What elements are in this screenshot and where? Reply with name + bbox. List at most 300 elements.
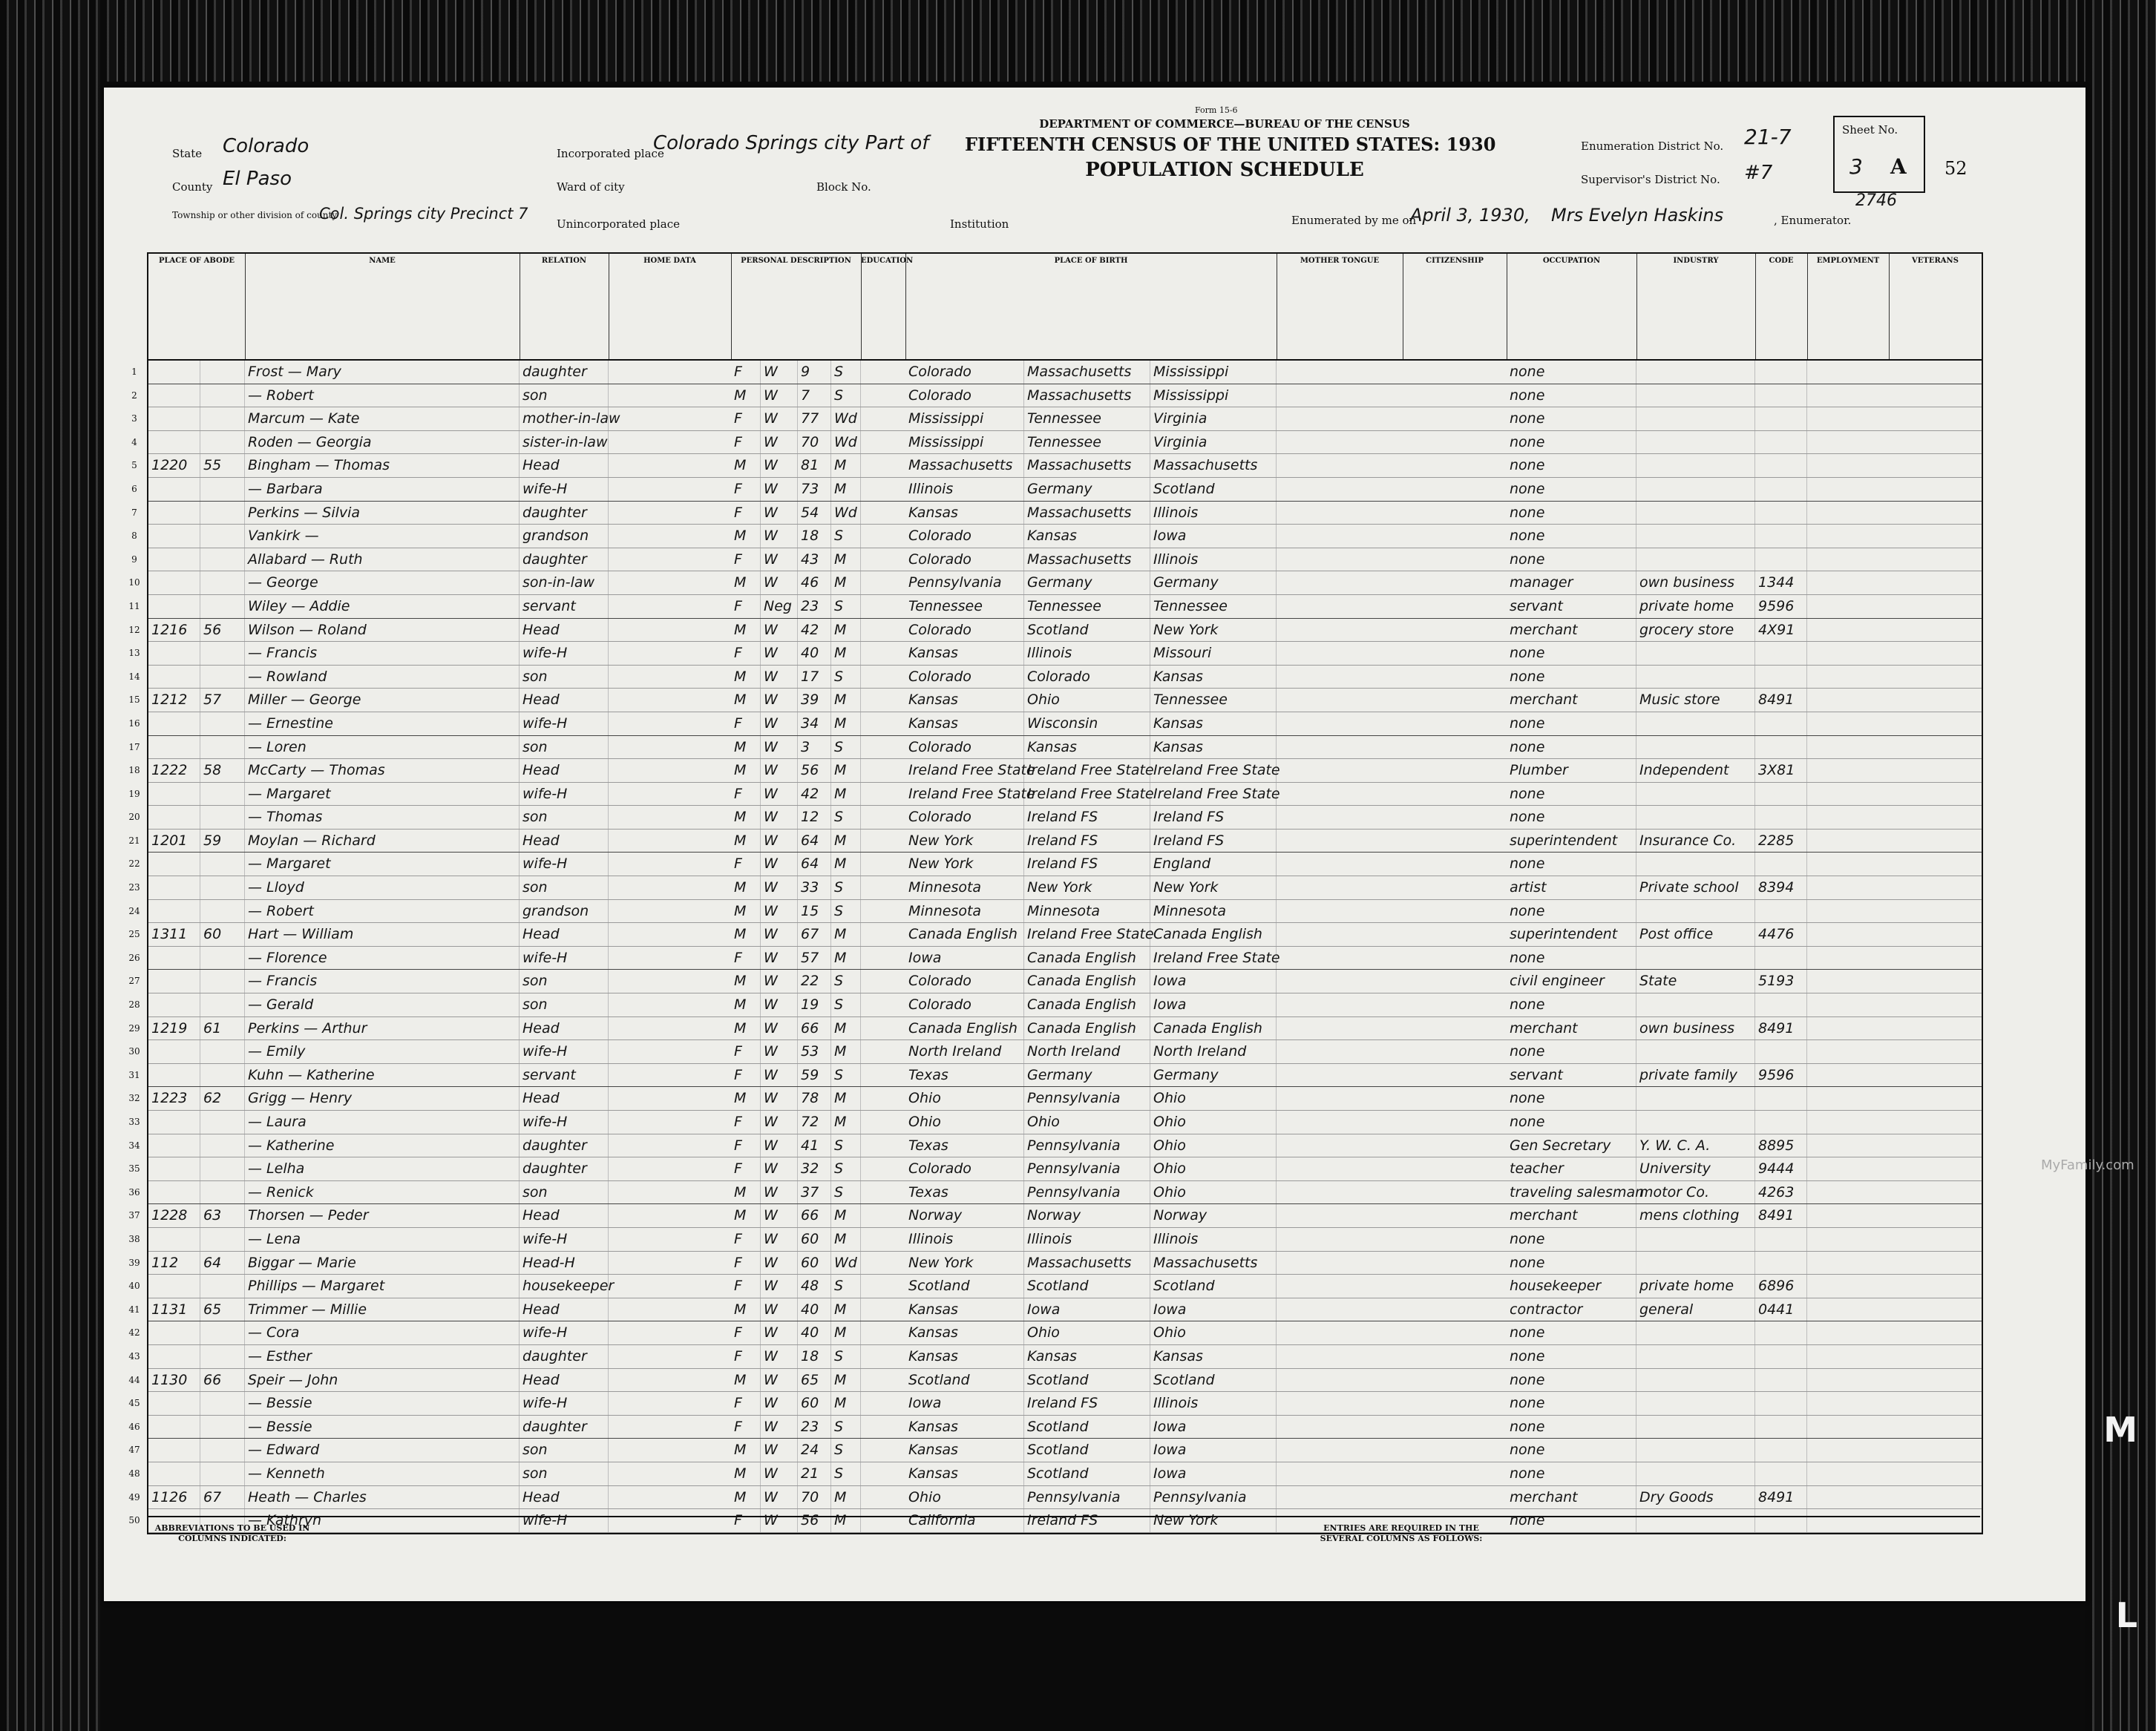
dwelling-number: 1131 (148, 1298, 200, 1321)
industry (1636, 1416, 1755, 1439)
relation: housekeeper (520, 1275, 609, 1298)
father-birthplace: Pennsylvania (1024, 1157, 1150, 1180)
line-number: 10 (128, 577, 140, 588)
dwelling-number: 1212 (148, 689, 200, 712)
table-row (128, 1017, 1982, 1041)
line-number: 28 (128, 999, 140, 1011)
family-number (200, 1040, 245, 1063)
relation: sister-in-law (520, 431, 609, 454)
family-number (200, 806, 245, 829)
line-number: 44 (128, 1374, 140, 1385)
father-birthplace: Ireland FS (1024, 1392, 1150, 1415)
mother-birthplace: Tennessee (1150, 689, 1277, 712)
occupation-code: 3X81 (1755, 759, 1807, 782)
sex: M (731, 876, 761, 899)
age: 57 (798, 947, 831, 970)
father-birthplace: Pennsylvania (1024, 1087, 1150, 1110)
dwelling-number: 1311 (148, 923, 200, 946)
table-row (128, 666, 1982, 689)
occupation: merchant (1507, 1017, 1636, 1040)
sex: M (731, 1369, 761, 1392)
occupation-code (1755, 1252, 1807, 1275)
occupation-code (1755, 1392, 1807, 1415)
table-row (128, 1275, 1982, 1298)
line-number: 49 (128, 1491, 140, 1502)
person-name: — Francis (245, 970, 520, 993)
family-number: 64 (200, 1252, 245, 1275)
age: 21 (798, 1462, 831, 1485)
occupation-code (1755, 993, 1807, 1016)
relation: Head (520, 619, 609, 642)
dwelling-number: 112 (148, 1252, 200, 1275)
birthplace: Kansas (905, 642, 1024, 665)
age: 7 (798, 384, 831, 407)
dwelling-number: 1130 (148, 1369, 200, 1392)
occupation-code: 6896 (1755, 1275, 1807, 1298)
birthplace: Ohio (905, 1486, 1024, 1509)
industry (1636, 783, 1755, 806)
occupation: superintendent (1507, 923, 1636, 946)
occupation: none (1507, 736, 1636, 759)
father-birthplace: Pennsylvania (1024, 1181, 1150, 1204)
birthplace: Mississippi (905, 431, 1024, 454)
sex: M (731, 993, 761, 1016)
age: 18 (798, 1345, 831, 1368)
father-birthplace: Ireland FS (1024, 806, 1150, 829)
sex: M (731, 759, 761, 782)
person-name: — Emily (245, 1040, 520, 1063)
sex: M (731, 806, 761, 829)
marital-status: M (831, 689, 861, 712)
birthplace: Ohio (905, 1087, 1024, 1110)
county-value: El Paso (223, 168, 292, 190)
line-number: 16 (128, 717, 140, 729)
occupation: none (1507, 900, 1636, 923)
header-code: CODE (1755, 254, 1808, 359)
race: W (761, 1369, 798, 1392)
dwelling-number (148, 1228, 200, 1251)
person-name: — Lena (245, 1228, 520, 1251)
dwelling-number (148, 876, 200, 899)
dwelling-number (148, 712, 200, 735)
age: 66 (798, 1204, 831, 1227)
birthplace: Colorado (905, 361, 1024, 384)
person-name: Wilson — Roland (245, 619, 520, 642)
marital-status: M (831, 548, 861, 571)
dwelling-number (148, 525, 200, 548)
mother-birthplace: Kansas (1150, 712, 1277, 735)
industry (1636, 1087, 1755, 1110)
sex: F (731, 712, 761, 735)
occupation-code: 8491 (1755, 689, 1807, 712)
line-number: 34 (128, 1140, 140, 1151)
marital-status: M (831, 947, 861, 970)
race: W (761, 1298, 798, 1321)
race: W (761, 1087, 798, 1110)
sex: F (731, 478, 761, 501)
header-place-of-birth: PLACE OF BIRTH (905, 254, 1277, 359)
dwelling-number: 1222 (148, 759, 200, 782)
industry: own business (1636, 1017, 1755, 1040)
occupation: merchant (1507, 1486, 1636, 1509)
person-name: — Renick (245, 1181, 520, 1204)
relation: wife-H (520, 1509, 609, 1532)
occupation: none (1507, 502, 1636, 525)
father-birthplace: Germany (1024, 571, 1150, 594)
ward-label: Ward of city (557, 180, 625, 194)
marital-status: M (831, 1369, 861, 1392)
marital-status: S (831, 1064, 861, 1087)
person-name: Frost — Mary (245, 361, 520, 384)
relation: Head (520, 830, 609, 853)
mother-birthplace: Kansas (1150, 1345, 1277, 1368)
marital-status: M (831, 1228, 861, 1251)
watermark: MyFamily.com (2041, 1157, 2134, 1173)
relation: servant (520, 1064, 609, 1087)
enumeration-district-label: Enumeration District No. (1581, 139, 1724, 153)
person-name: — Bessie (245, 1416, 520, 1439)
age: 33 (798, 876, 831, 899)
marital-status: S (831, 1462, 861, 1485)
age: 18 (798, 525, 831, 548)
industry (1636, 712, 1755, 735)
marital-status: M (831, 642, 861, 665)
line-number: 32 (128, 1093, 140, 1104)
table-row (128, 1134, 1982, 1158)
birthplace: Mississippi (905, 407, 1024, 430)
father-birthplace: Canada English (1024, 993, 1150, 1016)
person-name: — Cora (245, 1321, 520, 1344)
relation: wife-H (520, 1111, 609, 1134)
age: 56 (798, 1509, 831, 1532)
birthplace: Kansas (905, 1416, 1024, 1439)
father-birthplace: Illinois (1024, 642, 1150, 665)
race: W (761, 923, 798, 946)
line-number: 39 (128, 1257, 140, 1268)
header-veterans: VETERANS (1912, 257, 1959, 265)
dwelling-number: 1223 (148, 1087, 200, 1110)
line-number: 13 (128, 648, 140, 659)
birthplace: Canada English (905, 1017, 1024, 1040)
family-number (200, 1111, 245, 1134)
father-birthplace: Massachusetts (1024, 361, 1150, 384)
relation: daughter (520, 502, 609, 525)
family-number (200, 712, 245, 735)
mother-birthplace: Illinois (1150, 502, 1277, 525)
institution-label: Institution (950, 217, 1009, 231)
sheet-side: A (1890, 154, 1907, 179)
enumerated-date: April 3, 1930, (1410, 205, 1530, 226)
age: 48 (798, 1275, 831, 1298)
industry (1636, 431, 1755, 454)
person-name: Bingham — Thomas (245, 454, 520, 477)
marital-status: M (831, 1087, 861, 1110)
line-number: 21 (128, 835, 140, 846)
marital-status: Wd (831, 431, 861, 454)
stamp-number: 2746 (1855, 191, 1897, 210)
race: W (761, 619, 798, 642)
occupation: none (1507, 1439, 1636, 1462)
family-number (200, 548, 245, 571)
mother-birthplace: Massachusetts (1150, 1252, 1277, 1275)
mother-birthplace: Iowa (1150, 1439, 1277, 1462)
line-number: 33 (128, 1117, 140, 1127)
sex: M (731, 689, 761, 712)
table-body (128, 361, 1982, 1533)
race: W (761, 1111, 798, 1134)
table-row (128, 712, 1982, 736)
sex: M (731, 970, 761, 993)
dwelling-number (148, 1111, 200, 1134)
occupation: merchant (1507, 619, 1636, 642)
birthplace: California (905, 1509, 1024, 1532)
occupation-code (1755, 361, 1807, 384)
abbreviations-heading: ABBREVIATIONS TO BE USED IN COLUMNS INDICATED: (154, 1523, 310, 1543)
dwelling-number: 1219 (148, 1017, 200, 1040)
occupation: artist (1507, 876, 1636, 899)
mother-birthplace: Illinois (1150, 1392, 1277, 1415)
relation: daughter (520, 548, 609, 571)
township-value: Col. Springs city Precinct 7 (319, 205, 528, 223)
family-number: 62 (200, 1087, 245, 1110)
dwelling-number (148, 595, 200, 618)
relation: Head (520, 1204, 609, 1227)
table-row (131, 454, 1982, 478)
birthplace: North Ireland (905, 1040, 1024, 1063)
birthplace: Colorado (905, 806, 1024, 829)
sex: F (731, 1228, 761, 1251)
mother-birthplace: Illinois (1150, 1228, 1277, 1251)
race: W (761, 1392, 798, 1415)
occupation-code: 9444 (1755, 1157, 1807, 1180)
industry: Independent (1636, 759, 1755, 782)
family-number (200, 666, 245, 689)
race: W (761, 361, 798, 384)
industry: Music store (1636, 689, 1755, 712)
race: W (761, 525, 798, 548)
age: 12 (798, 806, 831, 829)
family-number: 58 (200, 759, 245, 782)
age: 81 (798, 454, 831, 477)
line-number: 35 (128, 1163, 140, 1175)
marital-status: S (831, 1181, 861, 1204)
race: W (761, 454, 798, 477)
relation: daughter (520, 1134, 609, 1157)
table-row (128, 853, 1982, 876)
family-number (200, 502, 245, 525)
birthplace: Kansas (905, 1345, 1024, 1368)
dwelling-number: 1216 (148, 619, 200, 642)
line-number: 47 (128, 1445, 140, 1456)
sex: M (731, 900, 761, 923)
occupation-code (1755, 1087, 1807, 1110)
schedule-title: POPULATION SCHEDULE (1085, 159, 1364, 181)
person-name: — Loren (245, 736, 520, 759)
person-name: — Rowland (245, 666, 520, 689)
relation: wife-H (520, 783, 609, 806)
table-row (131, 431, 1982, 455)
race: W (761, 1509, 798, 1532)
sex: M (731, 525, 761, 548)
marital-status: S (831, 1157, 861, 1180)
occupation-code (1755, 478, 1807, 501)
occupation: none (1507, 525, 1636, 548)
family-number: 59 (200, 830, 245, 853)
occupation: none (1507, 806, 1636, 829)
marital-status: M (831, 1204, 861, 1227)
dwelling-number (148, 806, 200, 829)
person-name: Grigg — Henry (245, 1087, 520, 1110)
occupation: none (1507, 947, 1636, 970)
enumerator-name: Mrs Evelyn Haskins (1551, 205, 1724, 226)
relation: Head (520, 1298, 609, 1321)
dwelling-number (148, 1064, 200, 1087)
industry: grocery store (1636, 619, 1755, 642)
birthplace: Illinois (905, 478, 1024, 501)
age: 37 (798, 1181, 831, 1204)
sex: M (731, 830, 761, 853)
race: W (761, 689, 798, 712)
line-number: 38 (128, 1233, 140, 1244)
relation: mother-in-law (520, 407, 609, 430)
race: W (761, 900, 798, 923)
occupation-code (1755, 900, 1807, 923)
age: 72 (798, 1111, 831, 1134)
race: W (761, 1462, 798, 1485)
family-number (200, 1392, 245, 1415)
occupation-code: 9596 (1755, 595, 1807, 618)
birthplace: Ireland Free State (905, 783, 1024, 806)
industry: own business (1636, 571, 1755, 594)
form-number: Form 15-6 (1195, 105, 1238, 115)
age: 64 (798, 853, 831, 876)
person-name: McCarty — Thomas (245, 759, 520, 782)
father-birthplace: Canada English (1024, 947, 1150, 970)
table-row (128, 1181, 1982, 1205)
person-name: — Kathryn (245, 1509, 520, 1532)
occupation: none (1507, 1369, 1636, 1392)
industry (1636, 1252, 1755, 1275)
header-citizenship: CITIZENSHIP (1403, 254, 1507, 359)
race: W (761, 1345, 798, 1368)
industry (1636, 525, 1755, 548)
age: 41 (798, 1134, 831, 1157)
table-row (131, 478, 1982, 502)
table-row (128, 1064, 1982, 1088)
relation: grandson (520, 900, 609, 923)
sex: F (731, 1064, 761, 1087)
sex: F (731, 947, 761, 970)
person-name: — Laura (245, 1111, 520, 1134)
birthplace: Kansas (905, 1462, 1024, 1485)
dwelling-number (148, 736, 200, 759)
relation: wife-H (520, 1321, 609, 1344)
industry (1636, 993, 1755, 1016)
relation: daughter (520, 361, 609, 384)
film-edge-right (2085, 0, 2156, 1731)
occupation-code (1755, 712, 1807, 735)
header-employment: EMPLOYMENT (1807, 254, 1890, 359)
age: 23 (798, 595, 831, 618)
person-name: Moylan — Richard (245, 830, 520, 853)
line-number: 50 (128, 1515, 140, 1526)
race: W (761, 1157, 798, 1180)
person-name: — Robert (245, 900, 520, 923)
race: W (761, 478, 798, 501)
header-name: NAME (245, 254, 520, 359)
marital-status: M (831, 454, 861, 477)
supervisor-district-value: #7 (1744, 162, 1773, 184)
father-birthplace: Ohio (1024, 689, 1150, 712)
relation: daughter (520, 1345, 609, 1368)
mother-birthplace: Ireland Free State (1150, 947, 1277, 970)
mother-birthplace: New York (1150, 876, 1277, 899)
industry: Insurance Co. (1636, 830, 1755, 853)
father-birthplace: Ireland FS (1024, 830, 1150, 853)
father-birthplace: Germany (1024, 1064, 1150, 1087)
mother-birthplace: Kansas (1150, 666, 1277, 689)
entries-heading: ENTRIES ARE REQUIRED IN THE SEVERAL COLUMNS AS FOLLOWS: (1320, 1523, 1483, 1543)
birthplace: Minnesota (905, 900, 1024, 923)
dwelling-number: 1228 (148, 1204, 200, 1227)
industry: Post office (1636, 923, 1755, 946)
state-label: State (172, 147, 203, 160)
marital-status: M (831, 1321, 861, 1344)
industry: motor Co. (1636, 1181, 1755, 1204)
occupation-code (1755, 502, 1807, 525)
age: 19 (798, 993, 831, 1016)
race: W (761, 1275, 798, 1298)
person-name: — Lloyd (245, 876, 520, 899)
sex: F (731, 431, 761, 454)
occupation: servant (1507, 595, 1636, 618)
sheet-box (1833, 116, 1925, 193)
occupation: manager (1507, 571, 1636, 594)
table-row (128, 923, 1982, 947)
relation: daughter (520, 1157, 609, 1180)
birthplace: New York (905, 853, 1024, 876)
dwelling-number (148, 361, 200, 384)
relation: wife-H (520, 1392, 609, 1415)
race: W (761, 1321, 798, 1344)
family-number (200, 1157, 245, 1180)
marital-status: M (831, 759, 861, 782)
relation: wife-H (520, 853, 609, 876)
family-number (200, 1134, 245, 1157)
department-line: DEPARTMENT OF COMMERCE—BUREAU OF THE CENSUS (1039, 117, 1410, 131)
table-row (128, 642, 1982, 666)
dwelling-number: 1126 (148, 1486, 200, 1509)
age: 23 (798, 1416, 831, 1439)
mother-birthplace: Ohio (1150, 1157, 1277, 1180)
sex: F (731, 1509, 761, 1532)
family-number (200, 361, 245, 384)
person-name: — Kenneth (245, 1462, 520, 1485)
industry (1636, 478, 1755, 501)
industry (1636, 1228, 1755, 1251)
table-row (128, 1462, 1982, 1486)
industry (1636, 736, 1755, 759)
table-row (128, 571, 1982, 595)
occupation-code (1755, 454, 1807, 477)
race: W (761, 1416, 798, 1439)
occupation-code (1755, 1321, 1807, 1344)
dwelling-number (148, 548, 200, 571)
birthplace: Norway (905, 1204, 1024, 1227)
father-birthplace: Tennessee (1024, 431, 1150, 454)
table-row (131, 361, 1982, 384)
marital-status: M (831, 1486, 861, 1509)
